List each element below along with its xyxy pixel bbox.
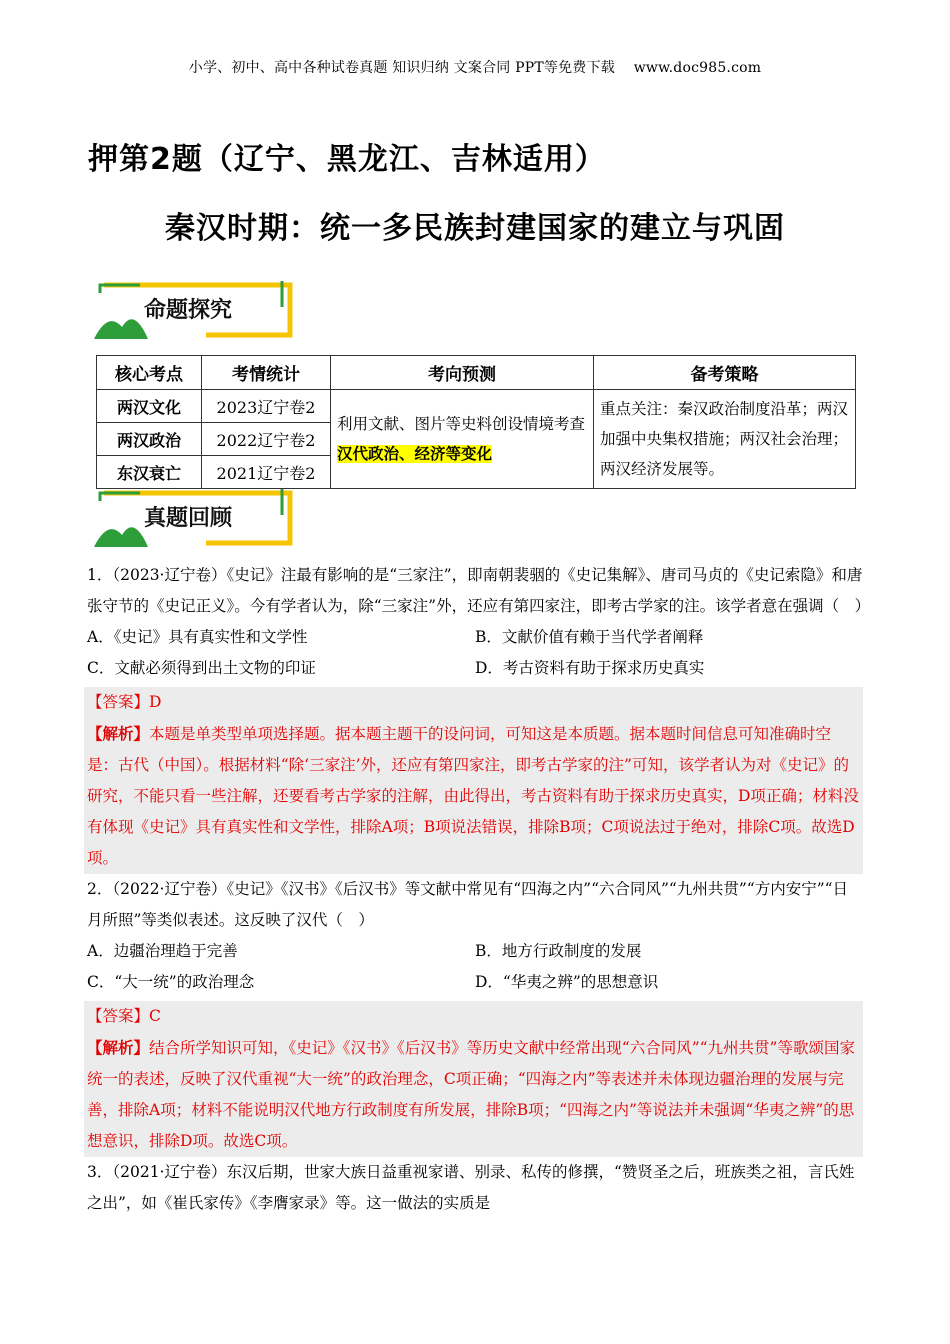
core-point: 两汉文化 [97,390,202,423]
option: C．文献必须得到出土文物的印证 [87,659,316,677]
option: B．地方行政制度的发展 [475,942,642,960]
table-header: 考情统计 [202,356,331,390]
analysis-text: 结合所学知识可知，《史记》《汉书》《后汉书》等历史文献中经常出现“六合同风”“九州共贯”等歌颂国家统一的表述，反映了汉代重视“大一统”的政治理念，C项正确；“四海之内”等表述并未体现边疆治理的发展与完善，排除A项；材料不能说明汉代地方行政制度有所发展，排除B项；“四海之内”等说法并未强调“华夷之辨”的思想意识，排除D项。故选C项。 [87,1039,855,1150]
option: A．《史记》具有真实性和文学性 [87,628,308,646]
table-header: 考向预测 [331,356,594,390]
section-label: 真题回顾 [144,506,233,531]
strategy-cell: 重点关注：秦汉政治制度沿革；两汉加强中央集权措施；两汉社会治理；两汉经济发展等。 [594,390,856,489]
core-point: 两汉政治 [97,423,202,456]
page-title: 押第2题（辽宁、黑龙江、吉林适用） [88,142,606,177]
answer-value: C [149,1007,161,1025]
table-header-row [97,356,856,390]
option: C．“大一统”的政治理念 [87,973,255,991]
exam-stat: 2022辽宁卷2 [202,423,331,456]
section-badge-exploration [90,277,300,347]
analysis-label: 【解析】 [87,1038,150,1057]
section-label: 命题探究 [144,298,233,323]
table-header: 备考策略 [594,356,856,390]
table-row [97,390,856,423]
page-header: 小学、初中、高中各种试卷真题 知识归纳 文案合同 PPT等免费下载 www.doc985.com [188,60,762,76]
answer-block [84,1001,863,1157]
answer-value: D [149,693,162,711]
page-subtitle: 秦汉时期：统一多民族封建国家的建立与巩固 [165,211,785,246]
answer-label: 【答案】 [87,693,150,711]
option: B．文献价值有赖于当代学者阐释 [475,628,704,646]
core-point: 东汉衰亡 [97,456,202,489]
question-stem: 1．（2023·辽宁卷）《史记》注最有影响的是“三家注”，即南朝裴骃的《史记集解》、唐司马贞的《史记索隐》和唐张守节的《史记正义》。今有学者认为，除“三家注”外，还应有第四家注，即考古学家的注。该学者意在强调（ ） [87,566,871,615]
exam-stat: 2021辽宁卷2 [202,456,331,489]
option: A．边疆治理趋于完善 [87,942,238,960]
option: D．“华夷之辨”的思想意识 [475,973,659,991]
analysis-label: 【解析】 [87,724,150,743]
analysis-text: 本题是单类型单项选择题。据本题主题干的设问词，可知这是本质题。据本题时间信息可知准确时空是：古代（中国）。根据材料“除‘三家注’外，还应有第四家注，即考古学家的注”可知，该学者认为对《史记》的研究，不能只看一些注解，还要看考古学家的注解，由此得出，考古资料有助于探求历史真实，D项正确；材料没有体现《史记》具有真实性和文学性，排除A项；B项说法错误，排除B项；C项说法过于绝对，排除C项。故选D项。 [87,725,859,867]
exam-analysis-table [96,355,856,489]
option: D．考古资料有助于探求历史真实 [475,659,705,677]
question-options [87,622,863,684]
exam-stat: 2023辽宁卷2 [202,390,331,423]
prediction-text: 利用文献、图片等史料创设情境考查 [337,415,586,433]
prediction-highlight: 汉代政治、经济等变化 [337,445,493,463]
section-badge-review [90,485,300,555]
table-header: 核心考点 [97,356,202,390]
answer-block [84,687,863,874]
question-stem: 2．（2022·辽宁卷）《史记》《汉书》《后汉书》等文献中常见有“四海之内”“六合同风”“九州共贯”“方内安宁”“日月所照”等类似表述。这反映了汉代（ ） [87,880,849,929]
question-stem: 3．（2021·辽宁卷）东汉后期，世家大族日益重视家谱、别录、私传的修撰，“赞贤圣之后，班族类之祖，言氏姓之出”，如《崔氏家传》《李膺家录》等。这一做法的实质是 [87,1163,855,1212]
prediction-cell [331,390,594,489]
questions-body [87,560,871,1219]
question-options [87,936,863,998]
answer-label: 【答案】 [87,1007,150,1025]
